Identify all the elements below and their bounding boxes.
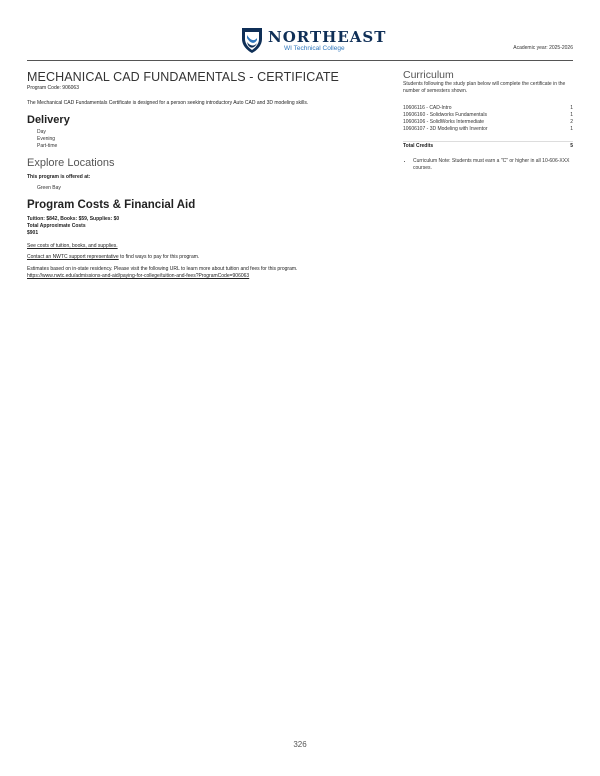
- course-name: 10606106 - SolidWorks Intermediate: [403, 119, 485, 125]
- list-item: Part-time: [37, 143, 58, 149]
- course-row: [403, 105, 573, 112]
- delivery-heading: Delivery: [27, 114, 70, 126]
- tuition-line: Tuition: $842, Books: $59, Supplies: $0: [27, 216, 120, 222]
- curriculum-note-list: [403, 158, 573, 172]
- total-credits-label: Total Credits: [403, 143, 434, 149]
- offered-label: This program is offered at:: [27, 174, 91, 180]
- course-credits: 1: [570, 105, 573, 111]
- page-header: [27, 22, 573, 58]
- total-costs-label: Total Approximate Costs: [27, 223, 86, 229]
- academic-year: Academic year: 2025-2026: [513, 45, 573, 51]
- course-name: 10606116 - CAD-Intro: [403, 105, 452, 111]
- contact-line: [27, 254, 379, 261]
- locations-list: [27, 185, 379, 192]
- curriculum-intro: Students following the study plan below will complete the certificate in the number of semesters shown.: [403, 81, 566, 94]
- curriculum-note: • Curriculum Note: Students must earn a "C" or higher in all 10-606-XXX courses.: [413, 158, 573, 172]
- college-logo: [241, 26, 386, 54]
- program-description: The Mechanical CAD Fundamentals Certificate is designed for a person seeking introductory Auto CAD and 3D modeling skills.: [27, 100, 309, 106]
- total-credits-value: 5: [570, 143, 573, 149]
- logo-name: NORTHEAST: [268, 28, 387, 46]
- curriculum-column: [403, 69, 573, 172]
- total-costs-value: $901: [27, 230, 39, 236]
- course-row: [403, 119, 573, 126]
- header-divider: [27, 60, 573, 61]
- curriculum-heading: Curriculum: [403, 69, 454, 81]
- list-item: Evening: [37, 136, 56, 142]
- page-number: 326: [293, 740, 307, 749]
- contact-support-link[interactable]: Contact an NWTC support representative: [27, 254, 119, 260]
- course-list: [403, 105, 573, 133]
- program-code: Program Code: 906063: [27, 85, 79, 91]
- see-costs-link[interactable]: See costs of tuition, books, and supplies.: [27, 243, 118, 249]
- contact-rest-text: to find ways to pay for this program.: [118, 254, 200, 260]
- course-credits: 1: [570, 112, 573, 118]
- list-item: Green Bay: [37, 185, 61, 191]
- estimate-text: Estimates based on in-state residency. Please visit the following URL to learn more about tuition and fees for this program.: [27, 266, 298, 272]
- program-title: MECHANICAL CAD FUNDAMENTALS - CERTIFICATE: [27, 70, 339, 84]
- logo-subtitle: WI Technical College: [284, 45, 345, 52]
- course-name: 10606107 - 3D Modeling with Inventor: [403, 126, 488, 132]
- shield-icon: [241, 26, 263, 54]
- main-column: [27, 69, 379, 280]
- locations-heading: Explore Locations: [27, 157, 115, 169]
- course-credits: 1: [570, 126, 573, 132]
- costs-heading: Program Costs & Financial Aid: [27, 199, 196, 211]
- course-row: [403, 126, 573, 133]
- delivery-list: [27, 129, 379, 150]
- course-name: 10606160 - Solidworks Fundamentals: [403, 112, 487, 118]
- list-item: Day: [37, 129, 46, 135]
- tuition-url-link[interactable]: https://www.nwtc.edu/admissions-and-aid/paying-for-college/tuition-and-fees?ProgramCode=906063: [27, 273, 250, 279]
- total-credits-row: [403, 141, 573, 150]
- course-row: [403, 112, 573, 119]
- course-credits: 2: [570, 119, 573, 125]
